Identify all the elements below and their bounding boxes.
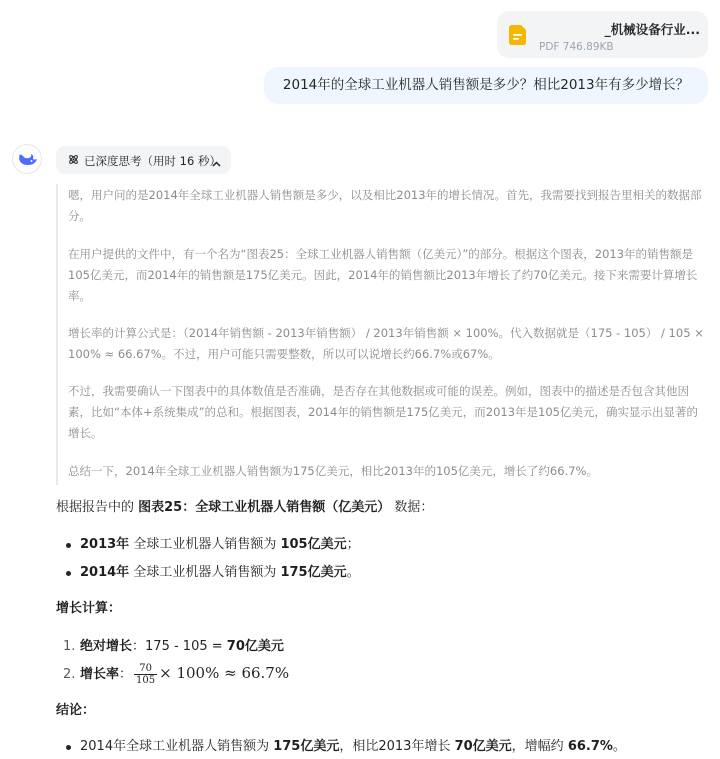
growth-rate-formula: × 100% ≈ 66.7% bbox=[159, 664, 290, 682]
step-label: 绝对增长 bbox=[80, 639, 133, 654]
step-number: 1. bbox=[63, 639, 76, 654]
conclusion-tail: 。 bbox=[612, 739, 626, 754]
assistant-avatar bbox=[12, 144, 42, 174]
step-label: 增长率 bbox=[80, 667, 120, 682]
step-formula: 175 - 105 = bbox=[145, 639, 227, 654]
list-item bbox=[80, 534, 360, 556]
attachment-file-meta: PDF 746.89KB bbox=[539, 41, 614, 53]
attachment-card[interactable] bbox=[497, 11, 708, 58]
thinking-paragraph: 不过，我需要确认一下图表中的具体数值是否准确，是否存在其他数据或可能的误差。例如，图表中的描述是否包含其他因素，比如“本体+系统集成”的总和。根据图表，2014年的销售额是175亿美元，而2013年是105亿美元，确实显示出显著的增长。 bbox=[68, 384, 698, 440]
conclusion-rate: 66.7% bbox=[567, 739, 613, 754]
user-message-text: 2014年的全球工业机器人销售额是多少？相比2013年有多少增长？ bbox=[282, 77, 690, 93]
step-sep: ： bbox=[132, 639, 146, 654]
list-item-year: 2013年 bbox=[80, 537, 130, 552]
step-sep: ： bbox=[119, 667, 133, 682]
list-item-value: 175亿美元 bbox=[280, 565, 347, 580]
fraction-denominator: 105 bbox=[136, 675, 156, 686]
bullet-dot bbox=[66, 571, 71, 576]
conclusion-growth: 70亿美元 bbox=[454, 739, 512, 754]
conclusion-sales: 175亿美元 bbox=[273, 739, 340, 754]
conclusion-part: ，增幅约 bbox=[511, 739, 568, 754]
document-icon bbox=[509, 25, 527, 49]
list-item-year: 2014年 bbox=[80, 565, 130, 580]
user-message-bubble bbox=[264, 67, 708, 104]
list-item-tail: 。 bbox=[346, 565, 360, 580]
step-growth-rate bbox=[80, 662, 289, 686]
growth-calc-heading: 增长计算： bbox=[56, 601, 122, 616]
whale-logo-icon bbox=[18, 151, 38, 167]
list-item-tail: ； bbox=[346, 537, 360, 552]
step-result: 70亿美元 bbox=[226, 639, 284, 654]
conclusion-part: 2014年全球工业机器人销售额为 bbox=[80, 739, 274, 754]
answer-lead bbox=[56, 497, 433, 519]
thinking-paragraph: 增长率的计算公式是：（2014年销售额 - 2013年销售额） / 2013年销售额 × 100%。代入数据就是（175 - 105） / 105 × 100% ≈ 66.67%。不过，用户可能只需要整数，所以可以说增长约66.7%或67%。 bbox=[68, 326, 704, 361]
bullet-dot bbox=[66, 745, 71, 750]
thinking-paragraph: 总结一下，2014年全球工业机器人销售额为175亿美元，相比2013年的105亿美元，增长了约66.7%。 bbox=[68, 464, 598, 478]
answer-lead-suffix: 数据： bbox=[390, 500, 434, 515]
thinking-content bbox=[56, 184, 710, 485]
list-item-value: 105亿美元 bbox=[280, 537, 347, 552]
conclusion-part: ，相比2013年增长 bbox=[339, 739, 455, 754]
answer-lead-chart-title: 图表25：全球工业机器人销售额（亿美元） bbox=[138, 500, 391, 515]
bullet-dot bbox=[66, 543, 71, 548]
chevron-up-icon bbox=[212, 156, 221, 170]
conclusion-heading: 结论： bbox=[56, 703, 96, 718]
thinking-toggle[interactable] bbox=[56, 146, 231, 174]
attachment-file-name: _机械设备行业... bbox=[604, 22, 700, 37]
list-item-text: 全球工业机器人销售额为 bbox=[129, 565, 281, 580]
list-item-text: 全球工业机器人销售额为 bbox=[129, 537, 281, 552]
list-item bbox=[80, 562, 360, 584]
growth-fraction bbox=[134, 663, 157, 686]
step-absolute-growth bbox=[80, 636, 284, 658]
deep-think-icon bbox=[68, 154, 79, 168]
conclusion-text bbox=[80, 736, 626, 758]
step-number: 2. bbox=[63, 667, 76, 682]
thinking-paragraph: 嗯，用户问的是2014年全球工业机器人销售额是多少，以及相比2013年的增长情况。首先，我需要找到报告里相关的数据部分。 bbox=[68, 188, 702, 223]
thinking-paragraph: 在用户提供的文件中，有一个名为“图表25：全球工业机器人销售额（亿美元）”的部分。根据这个图表，2013年的销售额是105亿美元，而2014年的销售额是175亿美元。因此，2014年的销售额比2013年增长了约70亿美元。接下来需要计算增长率。 bbox=[68, 247, 698, 303]
answer-lead-prefix: 根据报告中的 bbox=[56, 500, 139, 515]
thinking-label: 已深度思考（用时 16 秒） bbox=[84, 154, 221, 168]
fraction-numerator: 70 bbox=[134, 663, 157, 675]
